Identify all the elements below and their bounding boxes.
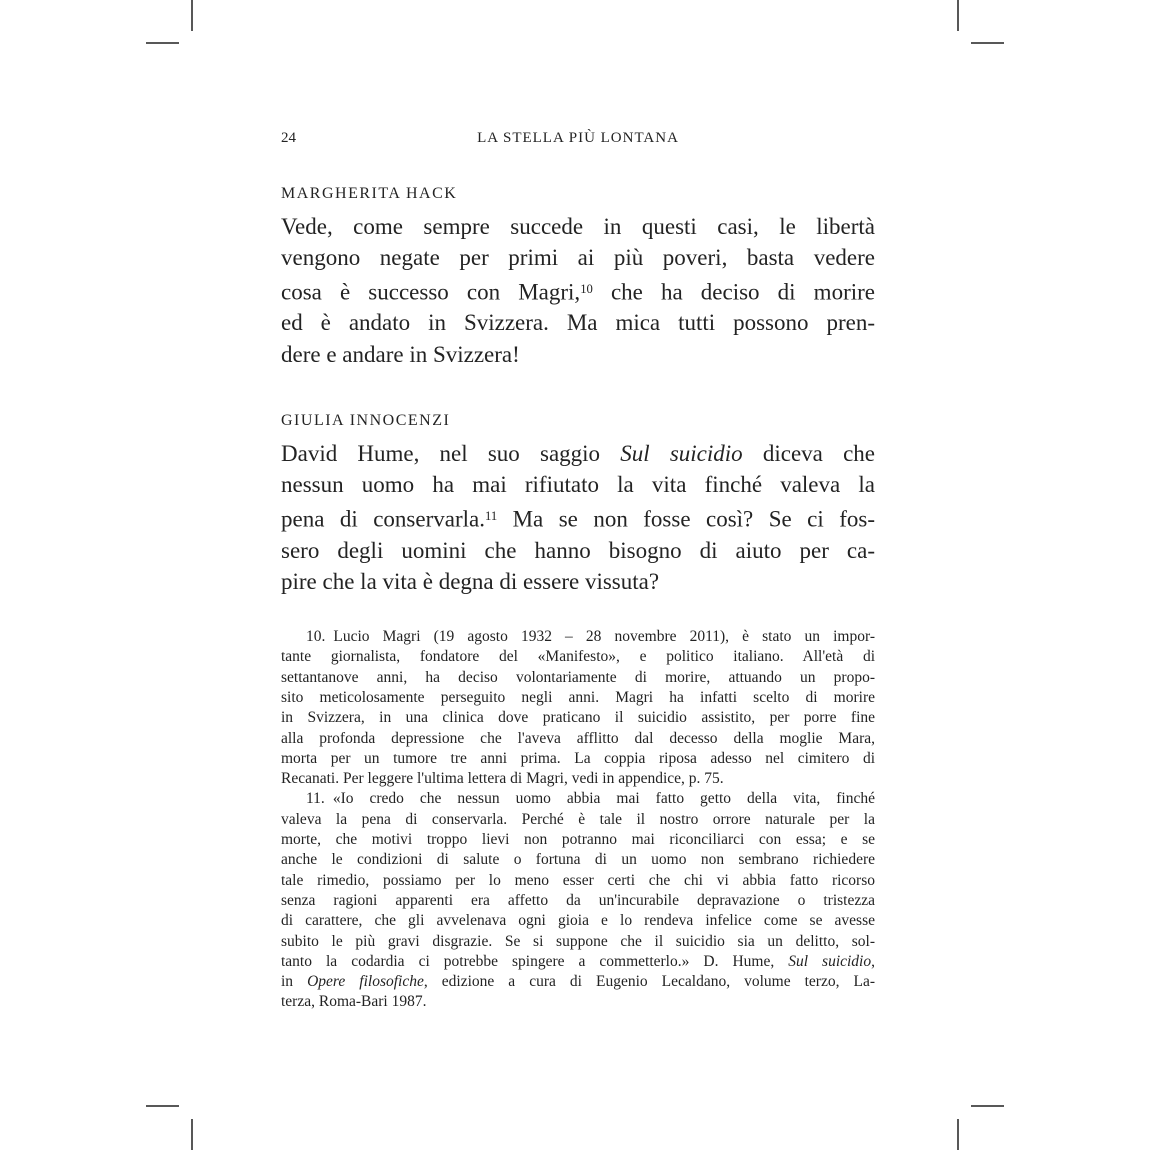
- page-header: [281, 130, 875, 147]
- footnote-line: sito meticolosamente perseguito negli anni. Magri ha infatti scelto di morire: [281, 688, 875, 706]
- dialogue-line: ed è andato in Svizzera. Ma mica tutti possono pren-: [281, 310, 875, 336]
- footnotes-block: [281, 627, 875, 1013]
- crop-mark-top-right-horizontal: [971, 42, 1004, 44]
- dialogue-line: vengono negate per primi ai più poveri, basta vedere: [281, 245, 875, 271]
- dialogue-line: Vede, come sempre succede in questi casi, le libertà: [281, 214, 875, 239]
- dialogue-section-giulia-innocenzi: [281, 411, 875, 597]
- footnote-line: terza, Roma-Bari 1987.: [281, 993, 427, 1011]
- footnote-line: settantanove anni, ha deciso volontariamente di morire, attuando un propo-: [281, 668, 875, 686]
- dialogue-section-margherita-hack: [281, 184, 875, 370]
- speaker-name: MARGHERITA HACK: [281, 185, 458, 202]
- footnote-10: [281, 627, 875, 789]
- footnote-line: alla profonda depressione che l'aveva afflitto dal decesso della moglie Mara,: [281, 729, 875, 747]
- crop-mark-bottom-right-horizontal: [971, 1105, 1004, 1107]
- footnote-line: morte, che motivi troppo lievi non potranno mai riconciliarci con essa; e se: [281, 831, 875, 849]
- footnote-line: 11. «Io credo che nessun uomo abbia mai fatto getto della vita, finché: [306, 790, 875, 808]
- dialogue-line: cosa è successo con Magri,$^{10}$ che ha deciso di morire: [281, 279, 875, 305]
- footnote-11: [281, 789, 875, 1012]
- dialogue-line: nessun uomo ha mai rifiutato la vita finché valeva la: [281, 472, 875, 498]
- footnote-line: di carattere, che gli avvelenava ogni gioia e lo rendeva infelice come se avesse: [281, 912, 875, 930]
- dialogue-line: pena di conservarla.$^{11}$ Ma se non fosse così? Se ci fos-: [281, 506, 875, 532]
- footnote-line: subito le più gravi disgrazie. Se si suppone che il suicidio sia un delitto, sol-: [281, 932, 875, 950]
- text-block: [281, 130, 875, 1013]
- footnote-line: morta per un tumore tre anni prima. La coppia riposa adesso nel cimitero di: [281, 749, 875, 767]
- dialogue-line: sero degli uomini che hanno bisogno di aiuto per ca-: [281, 537, 875, 563]
- crop-mark-top-left-vertical: [191, 0, 193, 31]
- footnote-line: tante giornalista, fondatore del «Manifesto», e politico italiano. All'età di: [281, 648, 875, 666]
- dialogue-line: David Hume, nel suo saggio Sul suicidio diceva che: [281, 441, 875, 467]
- speaker-name: GIULIA INNOCENZI: [281, 412, 451, 430]
- crop-mark-bottom-left-horizontal: [146, 1105, 179, 1107]
- dialogue-paragraph: [281, 438, 875, 597]
- dialogue-line: pire che la vita è degna di essere vissuta?: [281, 568, 660, 594]
- footnote-line: valeva la pena di conservarla. Perché è tale il nostro orrore naturale per la: [281, 810, 875, 828]
- footnote-line: senza ragioni apparenti era affetto da un'incurabile depravazione o tristezza: [281, 891, 875, 909]
- crop-mark-bottom-left-vertical: [191, 1119, 193, 1150]
- crop-mark-bottom-right-vertical: [957, 1119, 959, 1150]
- footnote-line: 10. Lucio Magri (19 agosto 1932 – 28 novembre 2011), è stato un impor-: [306, 628, 875, 646]
- running-title: LA STELLA PIÙ LONTANA: [477, 130, 679, 146]
- footnote-line: in Opere filosofiche, edizione a cura di Eugenio Lecaldano, volume terzo, La-: [281, 973, 875, 991]
- footnote-line: anche le condizioni di salute o fortuna di un uomo non sembrano richiedere: [281, 851, 875, 869]
- dialogue-paragraph: [281, 211, 875, 370]
- page-number: 24: [281, 130, 296, 146]
- footnote-line: tale rimedio, possiamo per lo meno esser certi che chi vi abbia fatto ricorso: [281, 871, 875, 889]
- footnote-line: in Svizzera, in una clinica dove praticano il suicidio assistito, per porre fine: [281, 709, 875, 727]
- crop-mark-top-left-horizontal: [146, 42, 179, 44]
- crop-mark-top-right-vertical: [957, 0, 959, 31]
- dialogue-line: dere e andare in Svizzera!: [281, 341, 520, 367]
- footnote-line: Recanati. Per leggere l'ultima lettera di Magri, vedi in appendice, p. 75.: [281, 770, 724, 788]
- footnote-line: tanto la codardia ci potrebbe spingere a commetterlo.» D. Hume, Sul suicidio,: [281, 952, 875, 970]
